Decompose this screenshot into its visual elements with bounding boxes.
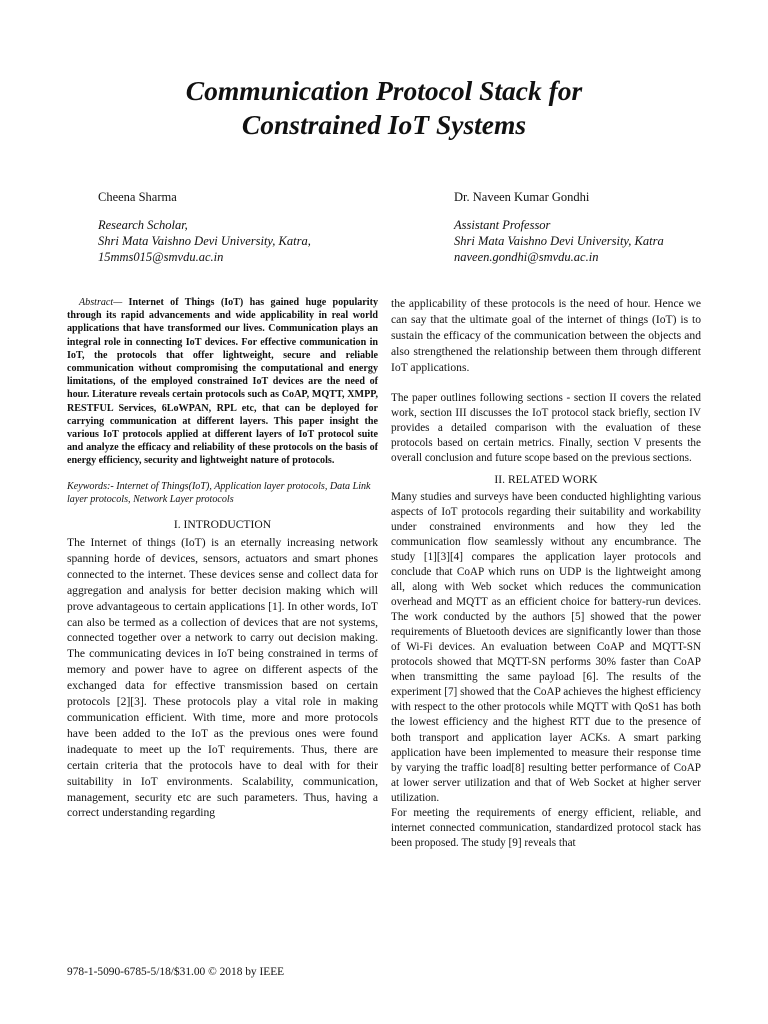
author-email: naveen.gondhi@smvdu.ac.in [454,250,599,264]
right-column [391,296,701,851]
author-name: Cheena Sharma [98,190,177,204]
left-column [67,296,378,821]
paper-title [0,74,768,142]
author-block-2 [454,189,664,265]
introduction-text: The Internet of things (IoT) is an eternally increasing network spanning horde of devices, sensors, actuators and smart phones connected to the internet. These devices sense and collect data for aggregation and analysis for better decision making which will prove advantageous to certain applications [1]. In other words, IoT can also be termed as a collection of devices that are not systems, connected together over a network to carry out decision making. The communicating devices in IoT being constrained in terms of memory and power have to agree on different aspects of the exchanged data for effective transmission based on certain protocols [2][3]. These protocols play a vital role in making communication efficient. With time, more and more protocols have been added to the IoT as the previous ones were found inadequate to meet up the IoT requirements. Thus, there are certain criteria that the protocols have to deal with for their suitability in IoT environments. Scalability, communication, management, security etc are such parameters. Thus, having a correct understanding regarding [67,536,378,820]
related-work-text-2: For meeting the requirements of energy efficient, reliable, and internet connected communication, standardized protocol stack has been proposed. The study [9] reveals that [391,806,701,849]
author-role: Research Scholar, [98,218,188,232]
right-paragraph-2: The paper outlines following sections - section II covers the related work, section III discusses the IoT protocol stack briefly, section IV provides a detailed comparison with the evaluation of these protocols based on certain metrics. Finally, section V presents the overall conclusion and future scope based on the previous sections. [391,391,701,464]
title-line-1: Communication Protocol Stack for [185,75,583,106]
author-role: Assistant Professor [454,218,551,232]
related-work-text: Many studies and surveys have been conducted highlighting various aspects of IoT protocols regarding their suitability and workability under constrained environments and how they led the communication flow seamlessly without any encumbrance. The study [1][3][4] compares the application layer protocols and conclude that CoAP which runs on UDP is the lightweight among all, along with Web socket which reduces the communication overhead and MQTT as an efficient choice for battery-run devices. The work conducted by the authors [5] showed that the power requirements of Bluetooth devices are significantly lower than those of Wi-Fi devices. An evaluation between CoAP and MQTT-SN protocols showed that MQTT-SN performs 30% faster than CoAP when transmitting the same payload [6]. The results of the experiment [7] showed that the CoAP achieves the highest efficiency with respect to the other protocols while MQTT with QoS1 has both the lowest efficiency and the highest RTT due to the presence of both transport and application layer ACKs. A smart parking application have been implemented to measure their response time by varying the traffic load[8] resulting better performance of CoAP at lower server utilization and that of Web Socket at higher server utilization. [391,490,701,804]
author-block-1 [98,189,311,265]
title-line-2: Constrained IoT Systems [241,109,527,140]
author-email: 15mms015@smvdu.ac.in [98,250,224,264]
author-institution: Shri Mata Vaishno Devi University, Katra [454,234,664,248]
abstract-label: Abstract— [79,297,123,308]
abstract-text: Internet of Things (IoT) has gained huge popularity through its rapid advancements and wide applicability in real world applications that have transformed our lives. Communication plays an integral role in connecting IoT devices. For effective communication in IoT, the protocols that offer lightweight, secure and reliable communication without compromising the computational and energy limitations, of the employed constrained IoT devices are the need of hour. Literature reveals certain protocols such as CoAP, MQTT, XMPP, RESTFUL Services, 6LoWPAN, RPL etc, that can be deployed for carrying communication at different layers. This paper insight the various IoT protocols applied at different layers of IoT protocol suite and analyze the efficacy and reliability of these protocols on the basis of energy efficiency, security and lightweight nature of protocols. [67,297,378,467]
copyright-footer: 978-1-5090-6785-5/18/$31.00 © 2018 by IEEE [67,966,285,978]
author-institution: Shri Mata Vaishno Devi University, Katra, [98,234,311,248]
section-heading-introduction: I. INTRODUCTION [173,518,272,532]
abstract [67,296,378,468]
right-paragraph-1: the applicability of these protocols is the need of hour. Hence we can say that the ultimate goal of the internet of things (IoT) is to sustain the efficacy of the communication between the objects and also strengthened the relationship between them through different IoT applications. [391,297,701,374]
section-heading-related-work: II. RELATED WORK [494,472,598,486]
author-name: Dr. Naveen Kumar Gondhi [454,190,590,204]
keywords: Keywords:- Internet of Things(IoT), Application layer protocols, Data Link layer protocols, Network Layer protocols [67,480,371,505]
